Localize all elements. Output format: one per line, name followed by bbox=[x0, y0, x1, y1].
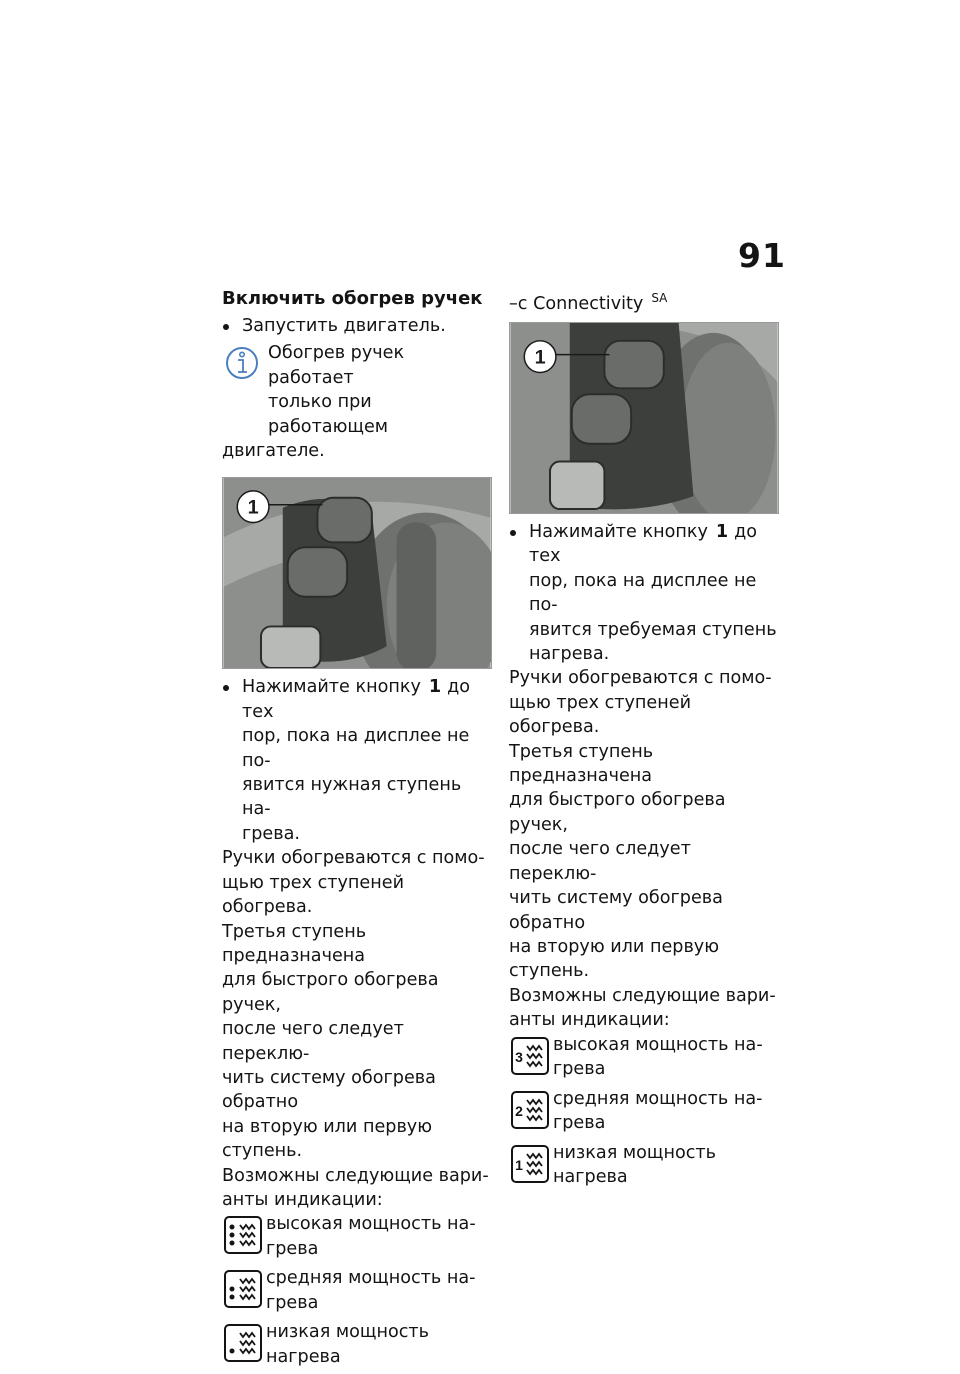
para-line: Возможны следующие вари- bbox=[509, 985, 776, 1006]
press-line-3: явится нужная ступень на- bbox=[242, 775, 462, 820]
bullet-start-engine: Запустить двигатель. bbox=[222, 314, 492, 338]
right-column bbox=[509, 284, 779, 1195]
indicator-high bbox=[222, 1212, 492, 1264]
indicator-medium-line2: грева bbox=[266, 1292, 319, 1313]
heat-level-1-dot-icon bbox=[224, 1324, 262, 1362]
heat-level-1-icon bbox=[511, 1145, 549, 1183]
indicator-medium bbox=[222, 1266, 492, 1318]
indicator-low-connectivity bbox=[509, 1141, 779, 1193]
para-line: Третья ступень предназначена bbox=[222, 921, 367, 966]
para-line: для быстрого обогрева ручек, bbox=[222, 970, 439, 1015]
indicator-low-line1: низкая мощность нагрева bbox=[266, 1322, 430, 1367]
para-line: после чего следует переклю- bbox=[222, 1019, 404, 1064]
photo-callout-1: 1 bbox=[534, 346, 546, 369]
heat-level-3-dots-icon bbox=[224, 1216, 262, 1254]
info-note bbox=[222, 341, 492, 463]
heat-level-2-icon bbox=[511, 1091, 549, 1129]
indicator-medium-line1: средняя мощность на- bbox=[266, 1268, 476, 1289]
indicator-high-line2: грева bbox=[266, 1238, 319, 1259]
para-line: анты индикации: bbox=[222, 1189, 383, 1210]
bullet-press-button-connectivity bbox=[509, 520, 779, 666]
para-line: чить систему обогрева обратно bbox=[222, 1067, 436, 1113]
para-line: чить систему обогрева обратно bbox=[509, 888, 723, 933]
para-line: после чего следует переклю- bbox=[509, 839, 691, 884]
para-line: Ручки обогреваются с помо- bbox=[509, 668, 772, 689]
para-line: Возможны следующие вари- bbox=[222, 1165, 489, 1186]
heat-description-connectivity bbox=[509, 666, 779, 1032]
section-heading: Включить обогрев ручек bbox=[222, 288, 483, 309]
photo-callout-1: 1 bbox=[247, 497, 259, 520]
handlebar-photo-connectivity bbox=[509, 322, 779, 514]
note-line-3: двигателе. bbox=[222, 441, 325, 462]
heat-level-3-icon bbox=[511, 1037, 549, 1075]
press-prefix: Нажимайте кнопку bbox=[529, 522, 708, 542]
indicator-high-line2: грева bbox=[553, 1058, 606, 1079]
connectivity-label: –с Connectivity bbox=[509, 294, 644, 314]
page-number: 91 bbox=[738, 236, 786, 275]
para-line: на вторую или первую ступень. bbox=[222, 1116, 433, 1162]
indicator-medium-line1: средняя мощность на- bbox=[553, 1088, 763, 1109]
indicator-high-connectivity bbox=[509, 1033, 779, 1085]
heat-description bbox=[222, 846, 492, 1212]
press-line-2: пор, пока на дисплее не по- bbox=[529, 570, 757, 616]
para-line: Ручки обогреваются с помо- bbox=[222, 848, 485, 869]
button-number: 1 bbox=[715, 522, 729, 542]
indicator-level-number: 2 bbox=[515, 1102, 523, 1119]
info-icon bbox=[225, 345, 259, 381]
indicator-level-number: 3 bbox=[515, 1048, 523, 1065]
press-line1-end: до тех bbox=[529, 522, 758, 567]
indicator-high-line1: высокая мощность на- bbox=[553, 1034, 763, 1055]
connectivity-heading bbox=[509, 284, 779, 318]
handlebar-photo bbox=[222, 477, 492, 669]
para-line: Третья ступень предназначена bbox=[509, 741, 654, 787]
press-line-3: явится требуемая ступень bbox=[529, 619, 777, 640]
connectivity-sa-badge: SA bbox=[651, 291, 668, 305]
press-prefix: Нажимайте кнопку bbox=[242, 677, 421, 698]
note-line-1: Обогрев ручек работает bbox=[268, 343, 405, 388]
indicator-low-line1: низкая мощность нагрева bbox=[553, 1142, 717, 1187]
para-line: щью трех ступеней обогрева. bbox=[222, 872, 405, 918]
press-line1-end: до тех bbox=[242, 677, 471, 722]
para-line: анты индикации: bbox=[509, 1010, 670, 1031]
bullet-press-button bbox=[222, 675, 492, 846]
para-line: для быстрого обогрева ручек, bbox=[509, 790, 726, 835]
press-line-4: грева. bbox=[242, 823, 300, 844]
left-column bbox=[222, 284, 492, 1374]
indicator-medium-line2: грева bbox=[553, 1112, 606, 1133]
heat-level-2-dots-icon bbox=[224, 1270, 262, 1308]
press-line-4: нагрева. bbox=[529, 644, 610, 665]
indicator-low bbox=[222, 1320, 492, 1372]
indicator-level-number: 1 bbox=[515, 1156, 523, 1173]
press-line-2: пор, пока на дисплее не по- bbox=[242, 726, 470, 771]
indicator-high-line1: высокая мощность на- bbox=[266, 1214, 476, 1235]
indicator-medium-connectivity bbox=[509, 1087, 779, 1139]
note-line-2: только при работающем bbox=[268, 392, 389, 437]
para-line: на вторую или первую ступень. bbox=[509, 936, 720, 982]
button-number: 1 bbox=[428, 677, 442, 698]
para-line: щью трех ступеней обогрева. bbox=[509, 692, 692, 738]
